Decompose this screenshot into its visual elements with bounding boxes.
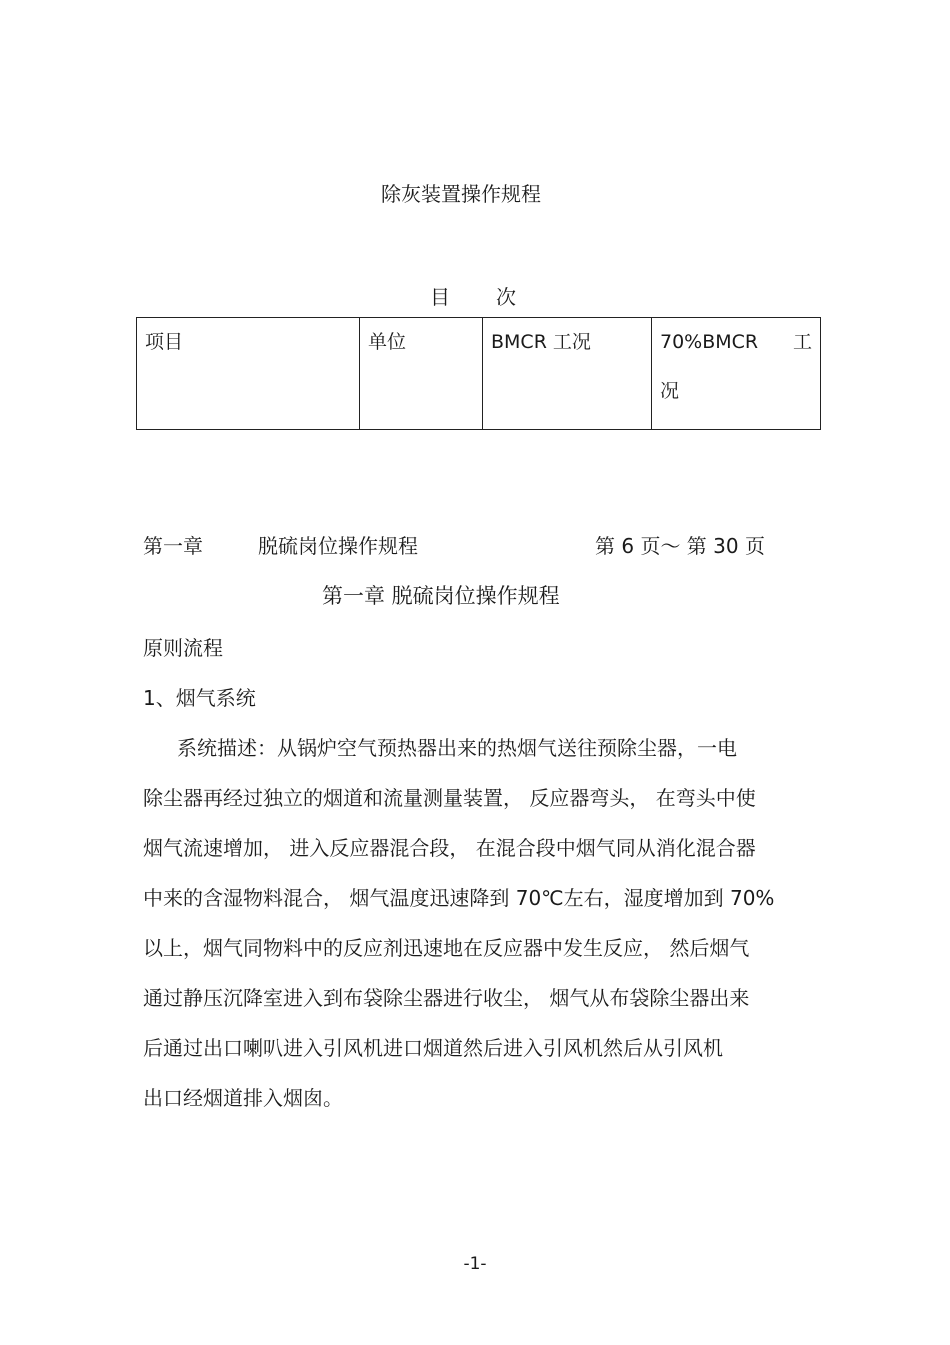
paragraph-line: 系统描述：从锅炉空气预热器出来的热烟气送往预除尘器，一电: [177, 736, 737, 760]
table-cell-70-bmcr: 70%BMCR 工 况: [652, 318, 821, 430]
paragraph-line: 以上，烟气同物料中的反应剂迅速地在反应器中发生反应， 然后烟气: [143, 936, 750, 960]
paragraph-line: 通过静压沉降室进入到布袋除尘器进行收尘， 烟气从布袋除尘器出来: [143, 986, 750, 1010]
paragraph-line: 除尘器再经过独立的烟道和流量测量装置， 反应器弯头， 在弯头中使: [143, 786, 756, 810]
toc-chapter-name: 脱硫岗位操作规程: [258, 534, 418, 558]
table-row: [137, 318, 821, 430]
table-cell-bmcr: BMCR 工况: [483, 318, 652, 430]
paragraph-line: 后通过出口喇叭进入引风机进口烟道然后进入引风机然后从引风机: [143, 1036, 723, 1060]
document-title: 除灰装置操作规程: [381, 182, 541, 206]
toc-heading: [430, 281, 516, 310]
toc-page-range: 第 6 页～ 第 30 页: [595, 534, 765, 558]
toc-heading-char-2: 次: [496, 285, 516, 309]
paragraph-line: 中来的含湿物料混合， 烟气温度迅速降到 70℃左右，湿度增加到 70%: [143, 886, 775, 910]
subsection-heading: 1、烟气系统: [143, 686, 256, 710]
paragraph-line: 烟气流速增加， 进入反应器混合段， 在混合段中烟气同从消化混合器: [143, 836, 756, 860]
chapter-heading: 第一章 脱硫岗位操作规程: [322, 584, 560, 608]
section-heading: 原则流程: [143, 636, 223, 660]
table-cell-item: 项目: [137, 318, 360, 430]
paragraph-line: 出口经烟道排入烟囱。: [143, 1086, 343, 1110]
page-number: -1-: [463, 1254, 487, 1274]
table-cell-unit: 单位: [360, 318, 483, 430]
toc-chapter-number: 第一章: [143, 534, 203, 558]
toc-heading-char-1: 目: [430, 285, 450, 309]
parameter-table: [136, 317, 821, 430]
